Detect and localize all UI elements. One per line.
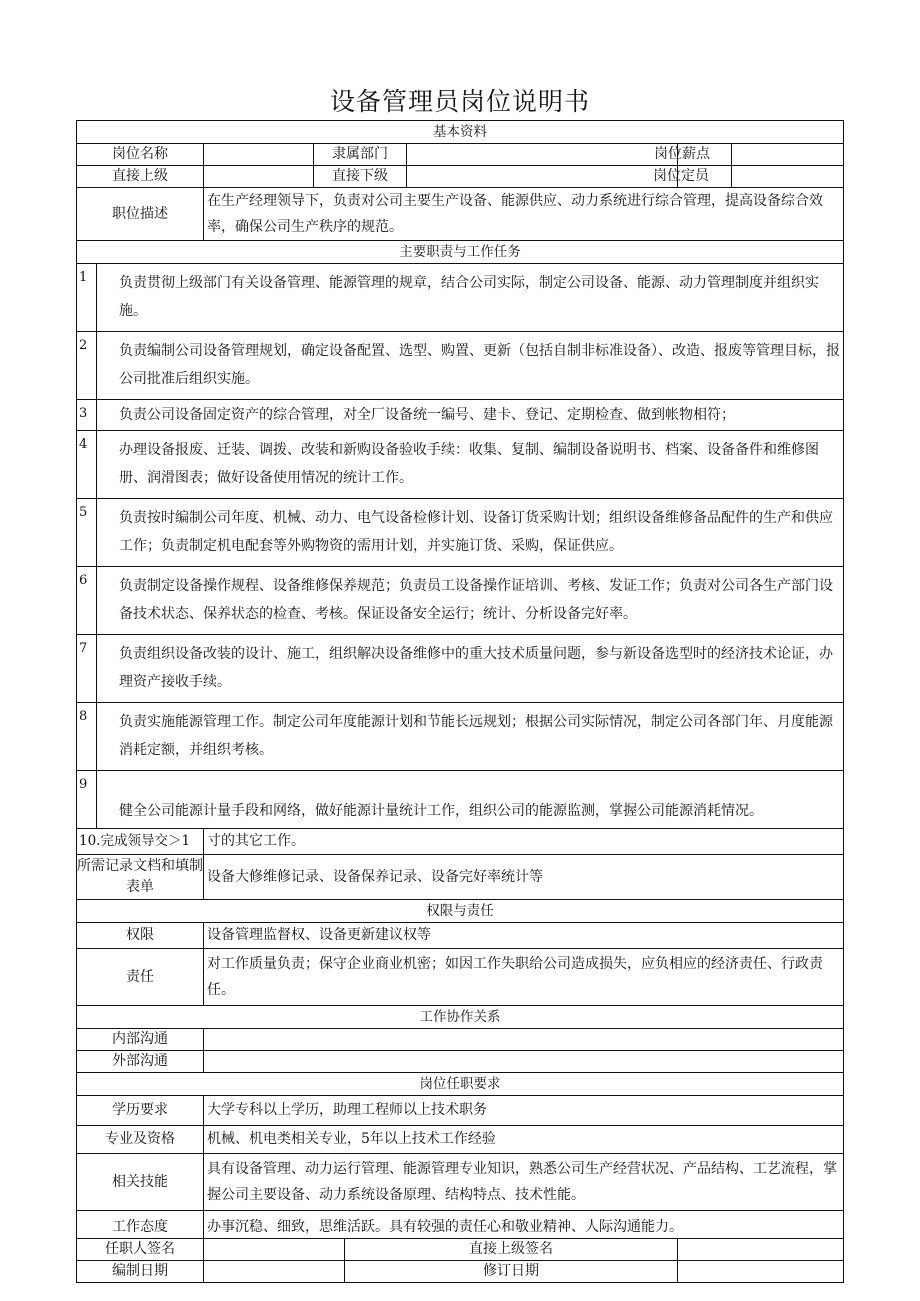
power-value: 设备管理监督权、设备更新建议权等 <box>204 923 844 949</box>
internal-communication-field[interactable] <box>204 1029 844 1051</box>
description-value: 在生产经理领导下，负责对公司主要生产设备、能源供应、动力系统进行综合管理，提高设备综合效率，确保公司生产秩序的规范。 <box>204 188 844 241</box>
duty-number: 5 <box>77 499 97 567</box>
section-basic-info: 基本资料 <box>77 121 844 144</box>
major-value: 机械、机电类相关专业，5年以上技术工作经验 <box>204 1126 844 1154</box>
education-value: 大学专科以上学历，助理工程师以上技术职务 <box>204 1096 844 1126</box>
section-authority: 权限与责任 <box>77 900 844 923</box>
duty-item: 负责按时编制公司年度、机械、动力、电气设备检修计划、设备订货采购计划；组织设备维修备品配件的生产和供应工作；负责制定机电配套等外购物资的需用计划，并实施订货、采购，保证供应。 <box>97 499 844 567</box>
external-communication-label: 外部沟通 <box>77 1051 204 1073</box>
duty-item: 负责公司设备固定资产的综合管理，对全厂设备统一编号、建卡、登记、定期检查、做到帐物相符； <box>97 400 844 431</box>
description-label: 职位描述 <box>77 188 204 241</box>
direct-superior-field[interactable] <box>204 166 314 188</box>
duty-number: 9 <box>77 771 97 829</box>
major-label: 专业及资格 <box>77 1126 204 1154</box>
job-description-table <box>76 120 844 1283</box>
responsibility-label: 责任 <box>77 949 204 1006</box>
duty-number: 8 <box>77 703 97 771</box>
duty-number: 2 <box>77 332 97 400</box>
section-requirements: 岗位任职要求 <box>77 1073 844 1096</box>
headcount-label-text: 岗位定员 <box>653 168 709 184</box>
skills-value: 具有设备管理、动力运行管理、能源管理专业知识，熟悉公司生产经营状况、产品结构、工艺流程，掌握公司主要设备、动力系统设备原理、结构特点、技术性能。 <box>204 1154 844 1211</box>
duty-item: 负责组织设备改装的设计、施工，组织解决设备维修中的重大技术质量问题，参与新设备选型时的经济技术论证，办理资产接收手续。 <box>97 635 844 703</box>
superior-signature-field[interactable] <box>678 1239 844 1261</box>
duty-number: 4 <box>77 431 97 499</box>
department-label: 隶属部门 <box>314 144 407 166</box>
responsibility-value: 对工作质量负责；保守企业商业机密；如因工作失职给公司造成损失，应负相应的经济责任、行政责任。 <box>204 949 844 1006</box>
compiled-date-field[interactable] <box>204 1261 345 1283</box>
revised-date-field[interactable] <box>678 1261 844 1283</box>
page-title: 设备管理员岗位说明书 <box>329 87 590 116</box>
duty-item: 负责制定设备操作规程、设备维修保养规范；负责员工设备操作证培训、考核、发证工作；负责对公司各生产部门设备技术状态、保养状态的检查、考核。保证设备安全运行；统计、分析设备完好率。 <box>97 567 844 635</box>
position-name-label: 岗位名称 <box>77 144 204 166</box>
salary-label-text: 岗位薪点 <box>654 146 710 162</box>
duty-item: 负责贯彻上级部门有关设备管理、能源管理的规章，结合公司实际，制定公司设备、能源、动力管理制度并组织实施。 <box>97 264 844 332</box>
holder-signature-field[interactable] <box>204 1239 345 1261</box>
salary-field[interactable] <box>732 144 844 166</box>
headcount-label <box>653 166 732 188</box>
superior-signature-label: 直接上级签名 <box>345 1239 678 1261</box>
headcount-field[interactable] <box>732 166 844 188</box>
compiled-date-label: 编制日期 <box>77 1261 204 1283</box>
salary-label <box>654 144 732 166</box>
skills-label: 相关技能 <box>77 1154 204 1211</box>
records-label: 所需记录文档和填制表单 <box>77 855 204 900</box>
records-value: 设备大修维修记录、设备保养记录、设备完好率统计等 <box>204 855 844 900</box>
revised-date-label: 修订日期 <box>345 1261 678 1283</box>
attitude-value: 办事沉稳、细致，思维活跃。具有较强的责任心和敬业精神、人际沟通能力。 <box>204 1211 844 1239</box>
duty-item: 健全公司能源计量手段和网络，做好能源计量统计工作，组织公司的能源监测，掌握公司能源消耗情况。 <box>97 771 844 829</box>
direct-superior-label: 直接上级 <box>77 166 204 188</box>
attitude-label: 工作态度 <box>77 1211 204 1239</box>
holder-signature-label: 任职人签名 <box>77 1239 204 1261</box>
section-main-duties: 主要职责与工作任务 <box>77 241 844 264</box>
duty-number: 3 <box>77 400 97 431</box>
duty-item-10-left: 10.完成领导交＞1 <box>77 829 204 855</box>
duty-number: 6 <box>77 567 97 635</box>
education-label: 学历要求 <box>77 1096 204 1126</box>
duty-item: 负责编制公司设备管理规划，确定设备配置、选型、购置、更新（包括自制非标准设备）、改造、报废等管理目标，报公司批准后组织实施。 <box>97 332 844 400</box>
duty-number: 7 <box>77 635 97 703</box>
power-label: 权限 <box>77 923 204 949</box>
external-communication-field[interactable] <box>204 1051 844 1073</box>
section-cooperation: 工作协作关系 <box>77 1006 844 1029</box>
direct-subordinate-label: 直接下级 <box>314 166 407 188</box>
internal-communication-label: 内部沟通 <box>77 1029 204 1051</box>
duty-number: 1 <box>77 264 97 332</box>
duty-item: 办理设备报废、迁装、调拨、改装和新购设备验收手续：收集、复制、编制设备说明书、档案、设备备件和维修图册、润滑图表；做好设备使用情况的统计工作。 <box>97 431 844 499</box>
duty-item-10-right: 寸的其它工作。 <box>204 829 844 855</box>
duty-item: 负责实施能源管理工作。制定公司年度能源计划和节能长远规划；根据公司实际情况，制定公司各部门年、月度能源消耗定额，并组织考核。 <box>97 703 844 771</box>
position-name-field[interactable] <box>204 144 314 166</box>
